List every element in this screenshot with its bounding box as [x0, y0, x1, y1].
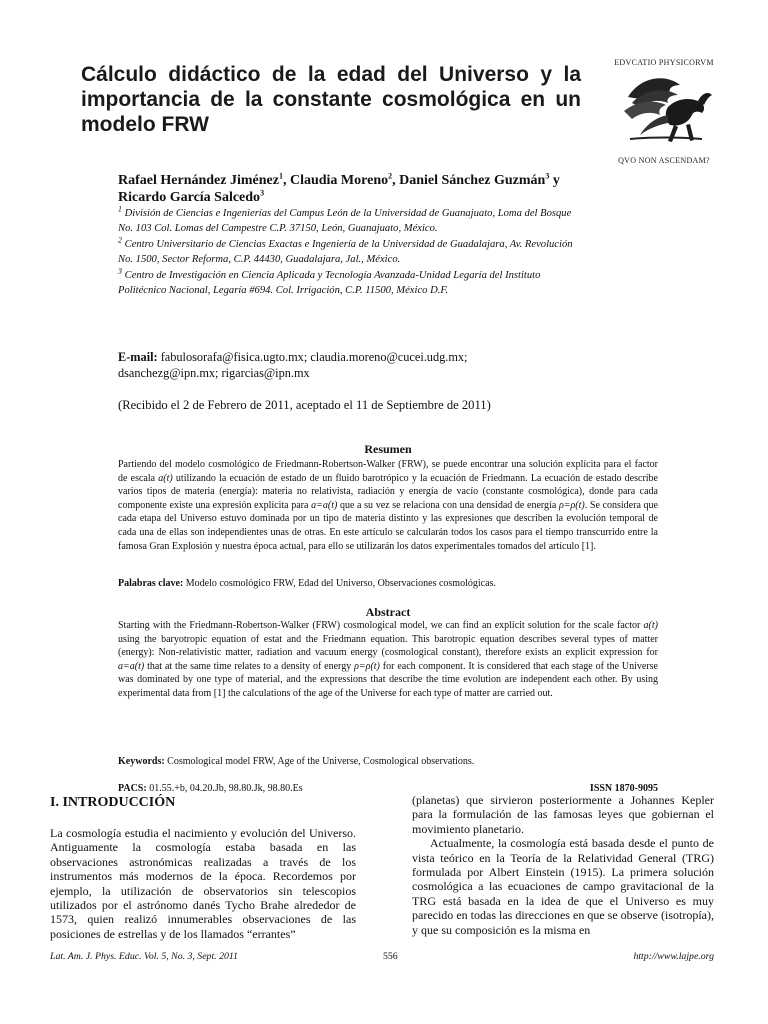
page-number: 556: [383, 951, 398, 962]
email-line: fabulosorafa@fisica.ugto.mx; claudia.moreno@cucei.udg.mx;: [160, 350, 468, 364]
affiliation-item: $^1$ División de Ciencias e Ingenierías del Campus León de la Universidad de Guanajuato, Loma del Bosque No. 103 Col. Lomas del Campestre C.P. 37150, León, Guanajuato, México.: [118, 204, 572, 235]
affiliation-item: $^3$ Centro de Investigación en Ciencia Aplicada y Tecnología Avanzada-Unidad Legaría del Instituto Politécnico Nacional, Legaría #694. Col. Irrigación, C.P. 11500, México D.F.: [118, 266, 541, 297]
author-name: Daniel Sánchez Guzmán: [399, 173, 546, 188]
pegasus-emblem-icon: [610, 67, 718, 151]
abstract-heading: Abstract: [365, 605, 411, 619]
body-column-left: La cosmología estudia el nacimiento y evolución del Universo. Antiguamente la cosmología estaba basada en las observaciones astronómicas realizadas a través de los instrumentos más modernos de la época. Recordemos por ejemplo, la utilización de observatorios sin telescopios utilizados por el astrónomo danés Tycho Brahe alrededor de 1573, quien realizó innumerables observaciones de las posiciones de estrellas y de los llamados “errantes”: [50, 826, 356, 941]
resumen-heading: Resumen: [364, 442, 412, 456]
keywords-en: Keywords: Cosmological model FRW, Age of the Universe, Cosmological observations.: [118, 756, 475, 767]
author-list: Rafael Hernández Jiménez$^1$, Claudia Moreno$^2$, Daniel Sánchez Guzmán$^3$ y Ricardo García Salcedo$^3$: [118, 171, 560, 205]
journal-logo: [610, 58, 718, 166]
author-name: Ricardo García Salcedo: [118, 190, 261, 205]
keywords-es: Palabras clave: Modelo cosmológico FRW, Edad del Universo, Observaciones cosmológicas.: [118, 578, 496, 589]
footer-journal: Lat. Am. J. Phys. Educ. Vol. 5, No. 3, Sept. 2011: [50, 951, 238, 962]
logo-motto-top: EDVCATIO PHYSICORVM: [614, 58, 714, 67]
section-heading-intro: I. INTRODUCCIÓN: [50, 795, 176, 810]
footer-url[interactable]: http://www.lajpe.org: [633, 951, 714, 962]
paper-title: Cálculo didáctico de la edad del Universo y la importancia de la constante cosmológica en un modelo FRW: [81, 63, 581, 136]
body-paragraph: (planetas) que sirvieron posteriormente a Johannes Kepler para la formulación de las famosas leyes que gobiernan el movimiento planetario.: [412, 793, 714, 836]
affiliation-item: $^2$ Centro Universitario de Ciencias Exactas e Ingeniería de la Universidad de Guadalajara, Av. Revolución No. 1500, Sector Reforma, C.P. 44430, Guadalajara, Jal., México.: [118, 235, 573, 266]
email-label: E-mail:: [118, 350, 158, 364]
author-name: Rafael Hernández Jiménez: [118, 173, 279, 188]
email-line: dsanchezg@ipn.mx; rigarcias@ipn.mx: [118, 365, 310, 380]
logo-motto-bottom: QVO NON ASCENDAM?: [618, 156, 710, 165]
page-footer: [50, 951, 714, 962]
author-name: Claudia Moreno: [289, 173, 389, 188]
abstract-text: Starting with the Friedmann-Robertson-Walker (FRW) cosmological model, we can find an explicit solution for the scale factor a(t) using the baryotropic equation of estat and the Friedmann equation. This barotropic equation describes several types of matter (energy): Non-relativistic matter, radiation and vacuum energy (cosmological constant), therefore exists an explicit expression for a=a(t) that at the same time relates to a density of energy ρ=ρ(t) for each component. It is considered that each stage of the Universe was dominated by one type of material, and the expressions that describe the time evolution are independent each other. By using experimental data from [1] the calculations of the age of the Universe for each type of matter are carried out.: [118, 620, 658, 699]
email-block: [118, 350, 578, 381]
body-paragraph: Actualmente, la cosmología está basada desde el punto de vista teórico en la Teoría de la Relatividad General (TRG) formulada por Albert Einstein (1915). La primera solución cosmológica a las ecuaciones de campo gravitacional de la TRG está basada en la idea de que el Universo es muy parecido en todas las direcciones en que se observe (isotropía), y que su composición es la misma en: [412, 836, 714, 937]
pacs-line: PACS: 01.55.+b, 04.20.Jb, 98.80.Jk, 98.80.Es ISSN 1870-9095: [118, 783, 658, 794]
received-date: (Recibido el 2 de Febrero de 2011, aceptado el 11 de Septiembre de 2011): [118, 398, 491, 412]
affiliations: [118, 206, 578, 298]
resumen-text: Partiendo del modelo cosmológico de Friedmann-Robertson-Walker (FRW), se puede encontrar una solución explícita para el factor de escala a(t) utilizando la ecuación de estado de un fluido barotrópico y la ecuación de Friedmann. La ecuación de estado describe varios tipos de materia (energía): materia no relativista, radiación y energía de vacío (constante cosmológica), donde para cada componente existe una expresión explícita para a=a(t) que a su vez se relaciona con una densidad de energía ρ=ρ(t). Se considera que cada etapa del Universo estuvo dominada por un tipo de materia distinto y las expresiones que describen la evolución temporal de cada una de ellas son independientes unas de otras. En este artículo se calcularán todos los casos para el tiempo transcurrido entre la famosa Gran Explosión y nuestra época actual, para ello se utilizarán los datos experimentales tomados del artículo [1].: [118, 459, 658, 552]
issn: ISSN 1870-9095: [589, 783, 658, 794]
body-column-right: [412, 793, 714, 937]
